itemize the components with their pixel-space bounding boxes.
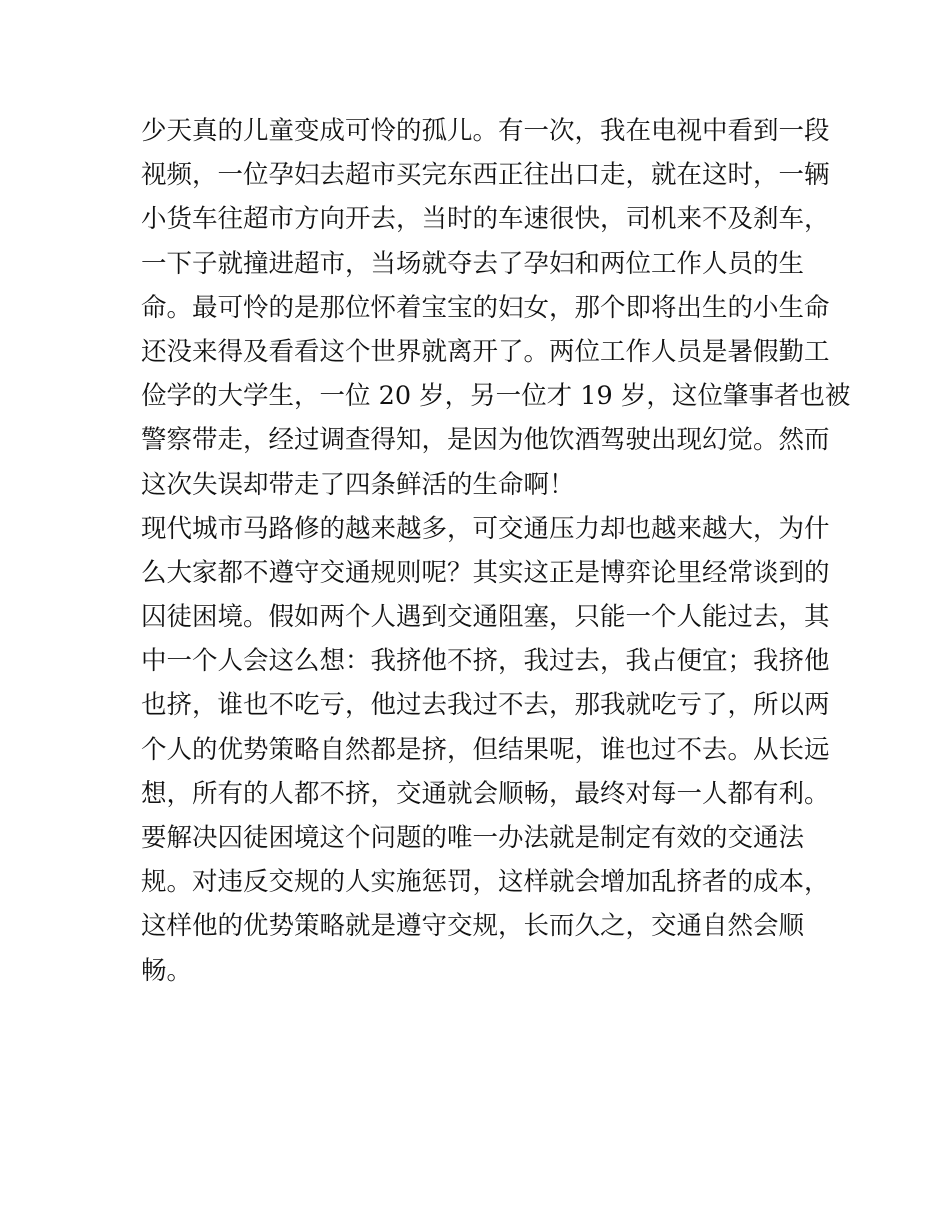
text-line: 个人的优势策略自然都是挤，但结果呢，谁也过不去。从长远 xyxy=(141,734,830,765)
text-line: 也挤，谁也不吃亏，他过去我过不去，那我就吃亏了，所以两 xyxy=(141,690,830,721)
text-line: 少天真的儿童变成可怜的孤儿。有一次，我在电视中看到一段 xyxy=(141,116,830,146)
text-line: 命。最可怜的是那位怀着宝宝的妇女，那个即将出生的小生命 xyxy=(141,292,830,323)
text-line: 么大家都不遵守交通规则呢？其实这正是博弈论里经常谈到的 xyxy=(141,557,830,588)
text-line: 要解决囚徒困境这个问题的唯一办法就是制定有效的交通法 xyxy=(141,823,805,853)
text-line: 小货车往超市方向开去，当时的车速很快，司机来不及刹车， xyxy=(141,204,830,235)
text-line: 囚徒困境。假如两个人遇到交通阻塞，只能一个人能过去，其 xyxy=(141,602,830,633)
text-line: 想，所有的人都不挤，交通就会顺畅，最终对每一人都有利。 xyxy=(141,778,830,809)
body-text xyxy=(141,109,851,993)
text-line: 警察带走，经过调查得知，是因为他饮酒驾驶出现幻觉。然而 xyxy=(141,425,830,456)
text-line: 视频，一位孕妇去超市买完东西正往出口走，就在这时，一辆 xyxy=(141,160,830,191)
text-line: 一下子就撞进超市，当场就夺去了孕妇和两位工作人员的生 xyxy=(141,248,805,279)
text-line: 规。对违反交规的人实施惩罚，这样就会增加乱挤者的成本， xyxy=(141,867,830,898)
text-line: 还没来得及看看这个世界就离开了。两位工作人员是暑假勤工 xyxy=(141,336,830,367)
text-line: 这次失误却带走了四条鲜活的生命啊！ xyxy=(141,469,575,500)
text-line: 现代城市马路修的越来越多，可交通压力却也越来越大，为什 xyxy=(141,513,830,544)
text-line: 这样他的优势策略就是遵守交规，长而久之，交通自然会顺 xyxy=(141,911,805,942)
text-line: 畅。 xyxy=(141,955,193,986)
text-line: 俭学的大学生，一位 20 岁，另一位才 19 岁，这位肇事者也被 xyxy=(141,381,851,412)
text-line: 中一个人会这么想：我挤他不挤，我过去，我占便宜；我挤他 xyxy=(141,646,830,677)
